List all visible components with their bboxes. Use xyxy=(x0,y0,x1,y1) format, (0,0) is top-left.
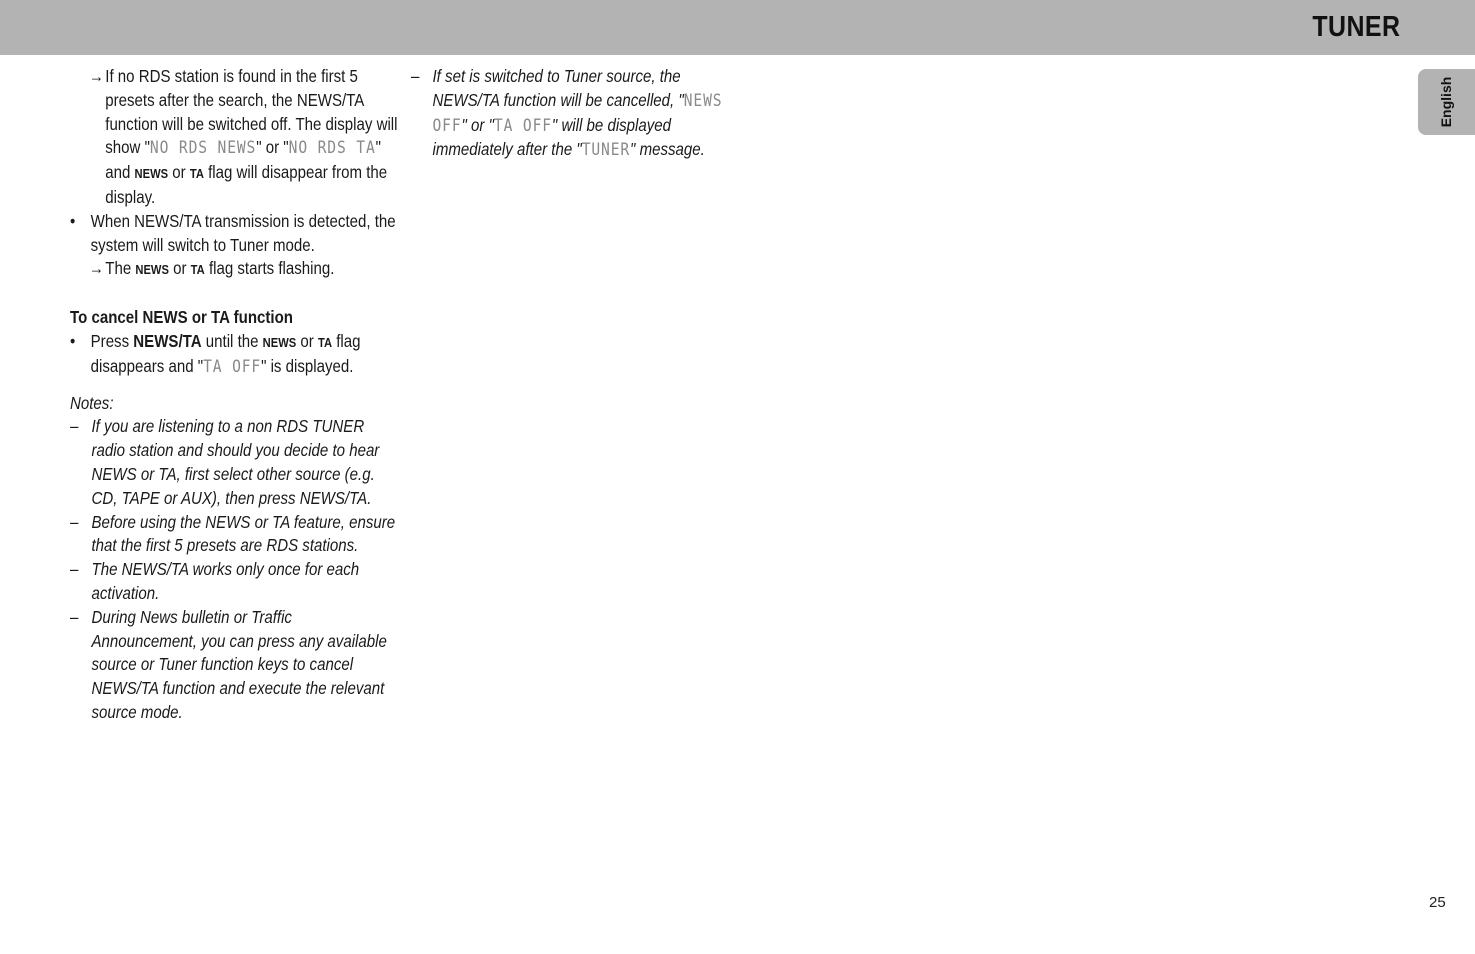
note-item-tuner-source xyxy=(411,65,731,163)
news-flag: NEWS xyxy=(262,334,297,350)
page-number: 25 xyxy=(1429,894,1446,911)
note-item xyxy=(70,558,400,606)
text: " or " xyxy=(256,137,289,158)
ta-flag: TA xyxy=(189,166,204,182)
left-column xyxy=(70,65,400,725)
lcd-text: NO RDS NEWS xyxy=(149,138,257,159)
bullet-item-cancel xyxy=(70,330,400,380)
note-text: During News bulletin or Traffic Announcement, you can press any available source or Tuner function keys to cancel NEWS/TA function and execute the relevant source mode. xyxy=(91,606,387,722)
section-title: TUNER xyxy=(1311,11,1400,43)
text: flag disappears and " xyxy=(90,330,361,376)
text: " or " xyxy=(461,114,494,135)
note-item xyxy=(70,606,400,725)
lcd-text: TA OFF xyxy=(203,356,262,377)
text: The xyxy=(105,258,136,279)
text: or xyxy=(168,258,191,279)
right-column-text xyxy=(411,65,731,163)
left-column-text xyxy=(70,65,400,725)
arrow-item-no-rds xyxy=(70,65,400,210)
text: Press xyxy=(90,330,134,351)
bullet-icon: • xyxy=(70,210,76,231)
text: " is displayed. xyxy=(261,355,354,376)
note-item xyxy=(70,415,400,510)
arrow-icon: → xyxy=(88,66,104,86)
dash-icon: – xyxy=(70,416,79,437)
bullet-icon: • xyxy=(70,330,76,351)
note-item xyxy=(70,511,400,559)
note-text: Before using the NEWS or TA feature, ensure that the first 5 presets are RDS stations. xyxy=(91,511,396,556)
right-column xyxy=(411,65,731,163)
ta-flag: TA xyxy=(317,334,333,350)
lcd-text: TA OFF xyxy=(493,115,552,136)
news-flag: NEWS xyxy=(134,166,169,182)
language-tab xyxy=(1418,69,1475,135)
note-text: The NEWS/TA works only once for each activation. xyxy=(91,559,360,603)
lcd-text: NEWS OFF xyxy=(432,90,723,136)
section-heading: To cancel NEWS or TA function xyxy=(70,307,293,328)
text: " message. xyxy=(630,139,705,160)
text: " and xyxy=(105,137,381,183)
dash-icon: – xyxy=(70,606,79,627)
text: until the xyxy=(201,330,263,351)
text: When NEWS/TA transmission is detected, the system will switch to Tuner mode. xyxy=(90,210,396,255)
text: or xyxy=(296,330,318,351)
language-label: English xyxy=(1438,76,1454,128)
news-ta-key: NEWS/TA xyxy=(133,330,202,351)
page-header xyxy=(0,0,1475,55)
text: flag starts flashing. xyxy=(204,258,335,279)
text: flag will disappear from the display. xyxy=(105,162,388,207)
lcd-text: TUNER xyxy=(581,140,631,161)
text: If set is switched to Tuner source, the NEWS/TA function will be cancelled, " xyxy=(432,66,684,110)
text: or xyxy=(168,162,190,183)
bullet-item-transmission xyxy=(70,210,400,258)
notes-label: Notes: xyxy=(70,392,114,413)
dash-icon: – xyxy=(70,511,79,532)
dash-icon: – xyxy=(411,66,420,86)
arrow-item-flashing xyxy=(70,257,400,282)
arrow-icon: → xyxy=(88,258,104,279)
dash-icon: – xyxy=(70,559,79,580)
text: If no RDS station is found in the first 5 presets after the search, the NEWS/TA function will be switched off. The display will show " xyxy=(105,66,398,158)
ta-flag: TA xyxy=(190,262,205,278)
text: " will be displayed immediately after the " xyxy=(432,114,672,160)
lcd-text: NO RDS TA xyxy=(288,138,376,159)
note-text: If you are listening to a non RDS TUNER radio station and should you decide to hear NEWS or TA, first select other source (e.g. CD, TAPE or AUX), then press NEWS/TA. xyxy=(91,416,380,508)
news-flag: NEWS xyxy=(135,262,169,278)
